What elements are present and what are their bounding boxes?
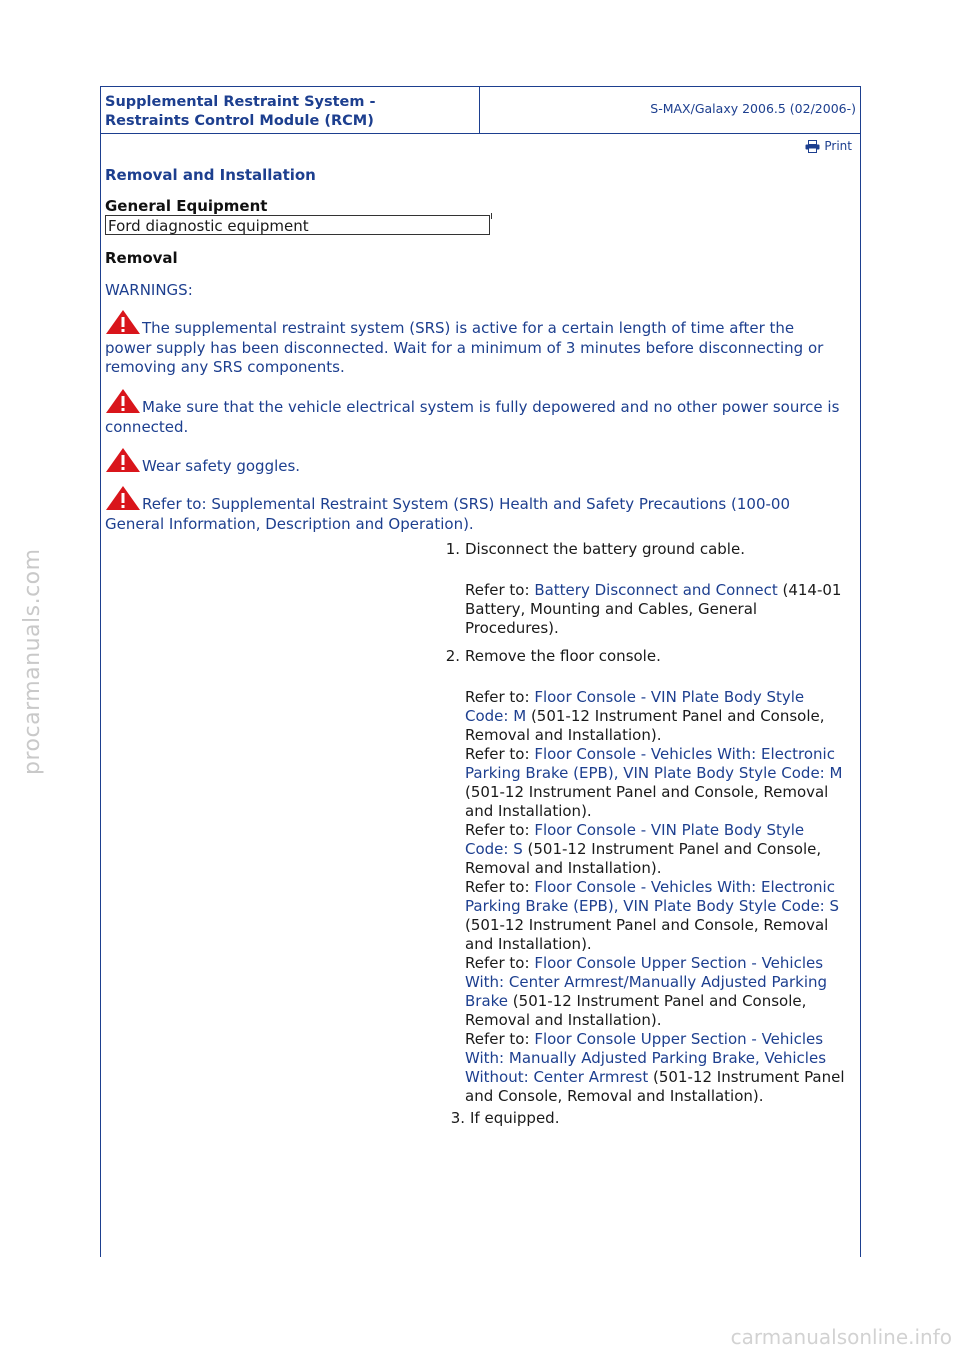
floor-console-upper-link[interactable]: Floor Console Upper Section - Vehicles With: Center Armrest/Manually Adjusted Parking Brake — [465, 954, 828, 1010]
floor-console-link[interactable]: Floor Console - VIN Plate Body Style Code: M — [465, 688, 805, 725]
reference-suffix: (501-12 Instrument Panel and Console, Removal and Installation). — [465, 992, 807, 1029]
reference-suffix: (414-01 Battery, Mounting and Cables, General Procedures). — [465, 581, 842, 637]
step-number: 3. — [450, 1109, 465, 1127]
step-text: Remove the floor console. — [465, 647, 661, 665]
floor-console-link[interactable]: Floor Console - Vehicles With: Electronic Parking Brake (EPB), VIN Plate Body Style Code: S — [465, 878, 840, 915]
reference-suffix: (501-12 Instrument Panel and Console, Removal and Installation). — [465, 1068, 845, 1105]
bottom-watermark: carmanualsonline.info — [730, 1325, 952, 1349]
table-edge — [491, 213, 492, 219]
warning-item — [105, 388, 845, 437]
reference-suffix: (501-12 Instrument Panel and Console, Removal and Installation). — [465, 707, 825, 744]
warnings-label: WARNINGS: — [105, 281, 193, 299]
reference-suffix: (501-12 Instrument Panel and Console, Removal and Installation). — [465, 840, 822, 877]
refer-prefix: Refer to: — [465, 745, 535, 763]
reference-suffix: (501-12 Instrument Panel and Console, Removal and Installation). — [465, 783, 829, 820]
floor-console-link[interactable]: Floor Console - Vehicles With: Electronic Parking Brake (EPB), VIN Plate Body Style Code: M — [465, 745, 843, 782]
step-1-references — [465, 581, 849, 638]
refer-prefix: Refer to: — [465, 581, 535, 599]
print-label: Print — [824, 139, 852, 153]
general-equipment-heading: General Equipment — [105, 197, 268, 215]
warning-item — [105, 309, 845, 378]
step-number: 2. — [445, 647, 460, 665]
print-button[interactable] — [805, 139, 852, 153]
refer-prefix: Refer to: — [465, 1030, 535, 1048]
step-number: 1. — [445, 540, 460, 558]
document-header — [101, 87, 860, 134]
side-watermark: procarmanuals.com — [20, 548, 45, 775]
refer-prefix: Refer to: — [465, 821, 535, 839]
title-line-2: Restraints Control Module (RCM) — [105, 113, 374, 129]
warning-triangle-icon — [105, 309, 141, 335]
reference-suffix: (100-00 General Information, Description and Operation). — [105, 495, 790, 533]
srs-precautions-link[interactable]: Supplemental Restraint System (SRS) Health and Safety Precautions — [211, 495, 727, 513]
page-frame — [100, 86, 861, 1257]
warning-text: The supplemental restraint system (SRS) is active for a certain length of time after the power supply has been disconnected. Wait for a minimum of 3 minutes before disconnecting or removing any SRS components. — [105, 319, 824, 376]
refer-prefix: Refer to: — [465, 878, 535, 896]
battery-disconnect-link[interactable]: Battery Disconnect and Connect — [534, 581, 778, 599]
reference-suffix: (501-12 Instrument Panel and Console, Removal and Installation). — [465, 916, 829, 953]
warning-triangle-icon — [105, 388, 141, 414]
refer-prefix: Refer to: — [465, 688, 535, 706]
removal-heading: Removal — [105, 249, 178, 267]
warning-triangle-icon — [105, 485, 141, 511]
warning-item — [105, 485, 845, 534]
step-text: If equipped. — [470, 1109, 560, 1127]
warning-triangle-icon — [105, 447, 141, 473]
floor-console-link[interactable]: Floor Console - VIN Plate Body Style Code: S — [465, 821, 805, 858]
model-label: S-MAX/Galaxy 2006.5 (02/2006-) — [650, 101, 856, 116]
warning-item — [105, 447, 845, 477]
printer-icon — [805, 140, 820, 153]
section-title: Removal and Installation — [105, 166, 316, 184]
refer-prefix: Refer to: — [465, 954, 535, 972]
equipment-item: Ford diagnostic equipment — [105, 215, 490, 235]
title-line-1: Supplemental Restraint System - — [105, 94, 376, 110]
document-title — [105, 93, 475, 131]
floor-console-upper-link[interactable]: Floor Console Upper Section - Vehicles With: Manually Adjusted Parking Brake, Vehicles Without: Center Armrest — [465, 1030, 827, 1086]
step-text: Disconnect the battery ground cable. — [465, 540, 745, 558]
warning-text: Wear safety goggles. — [142, 457, 301, 475]
step-2-references — [465, 688, 849, 1106]
header-divider — [479, 87, 480, 133]
warning-text: Make sure that the vehicle electrical system is fully depowered and no other power source is connected. — [105, 398, 840, 436]
refer-prefix: Refer to: — [142, 495, 212, 513]
